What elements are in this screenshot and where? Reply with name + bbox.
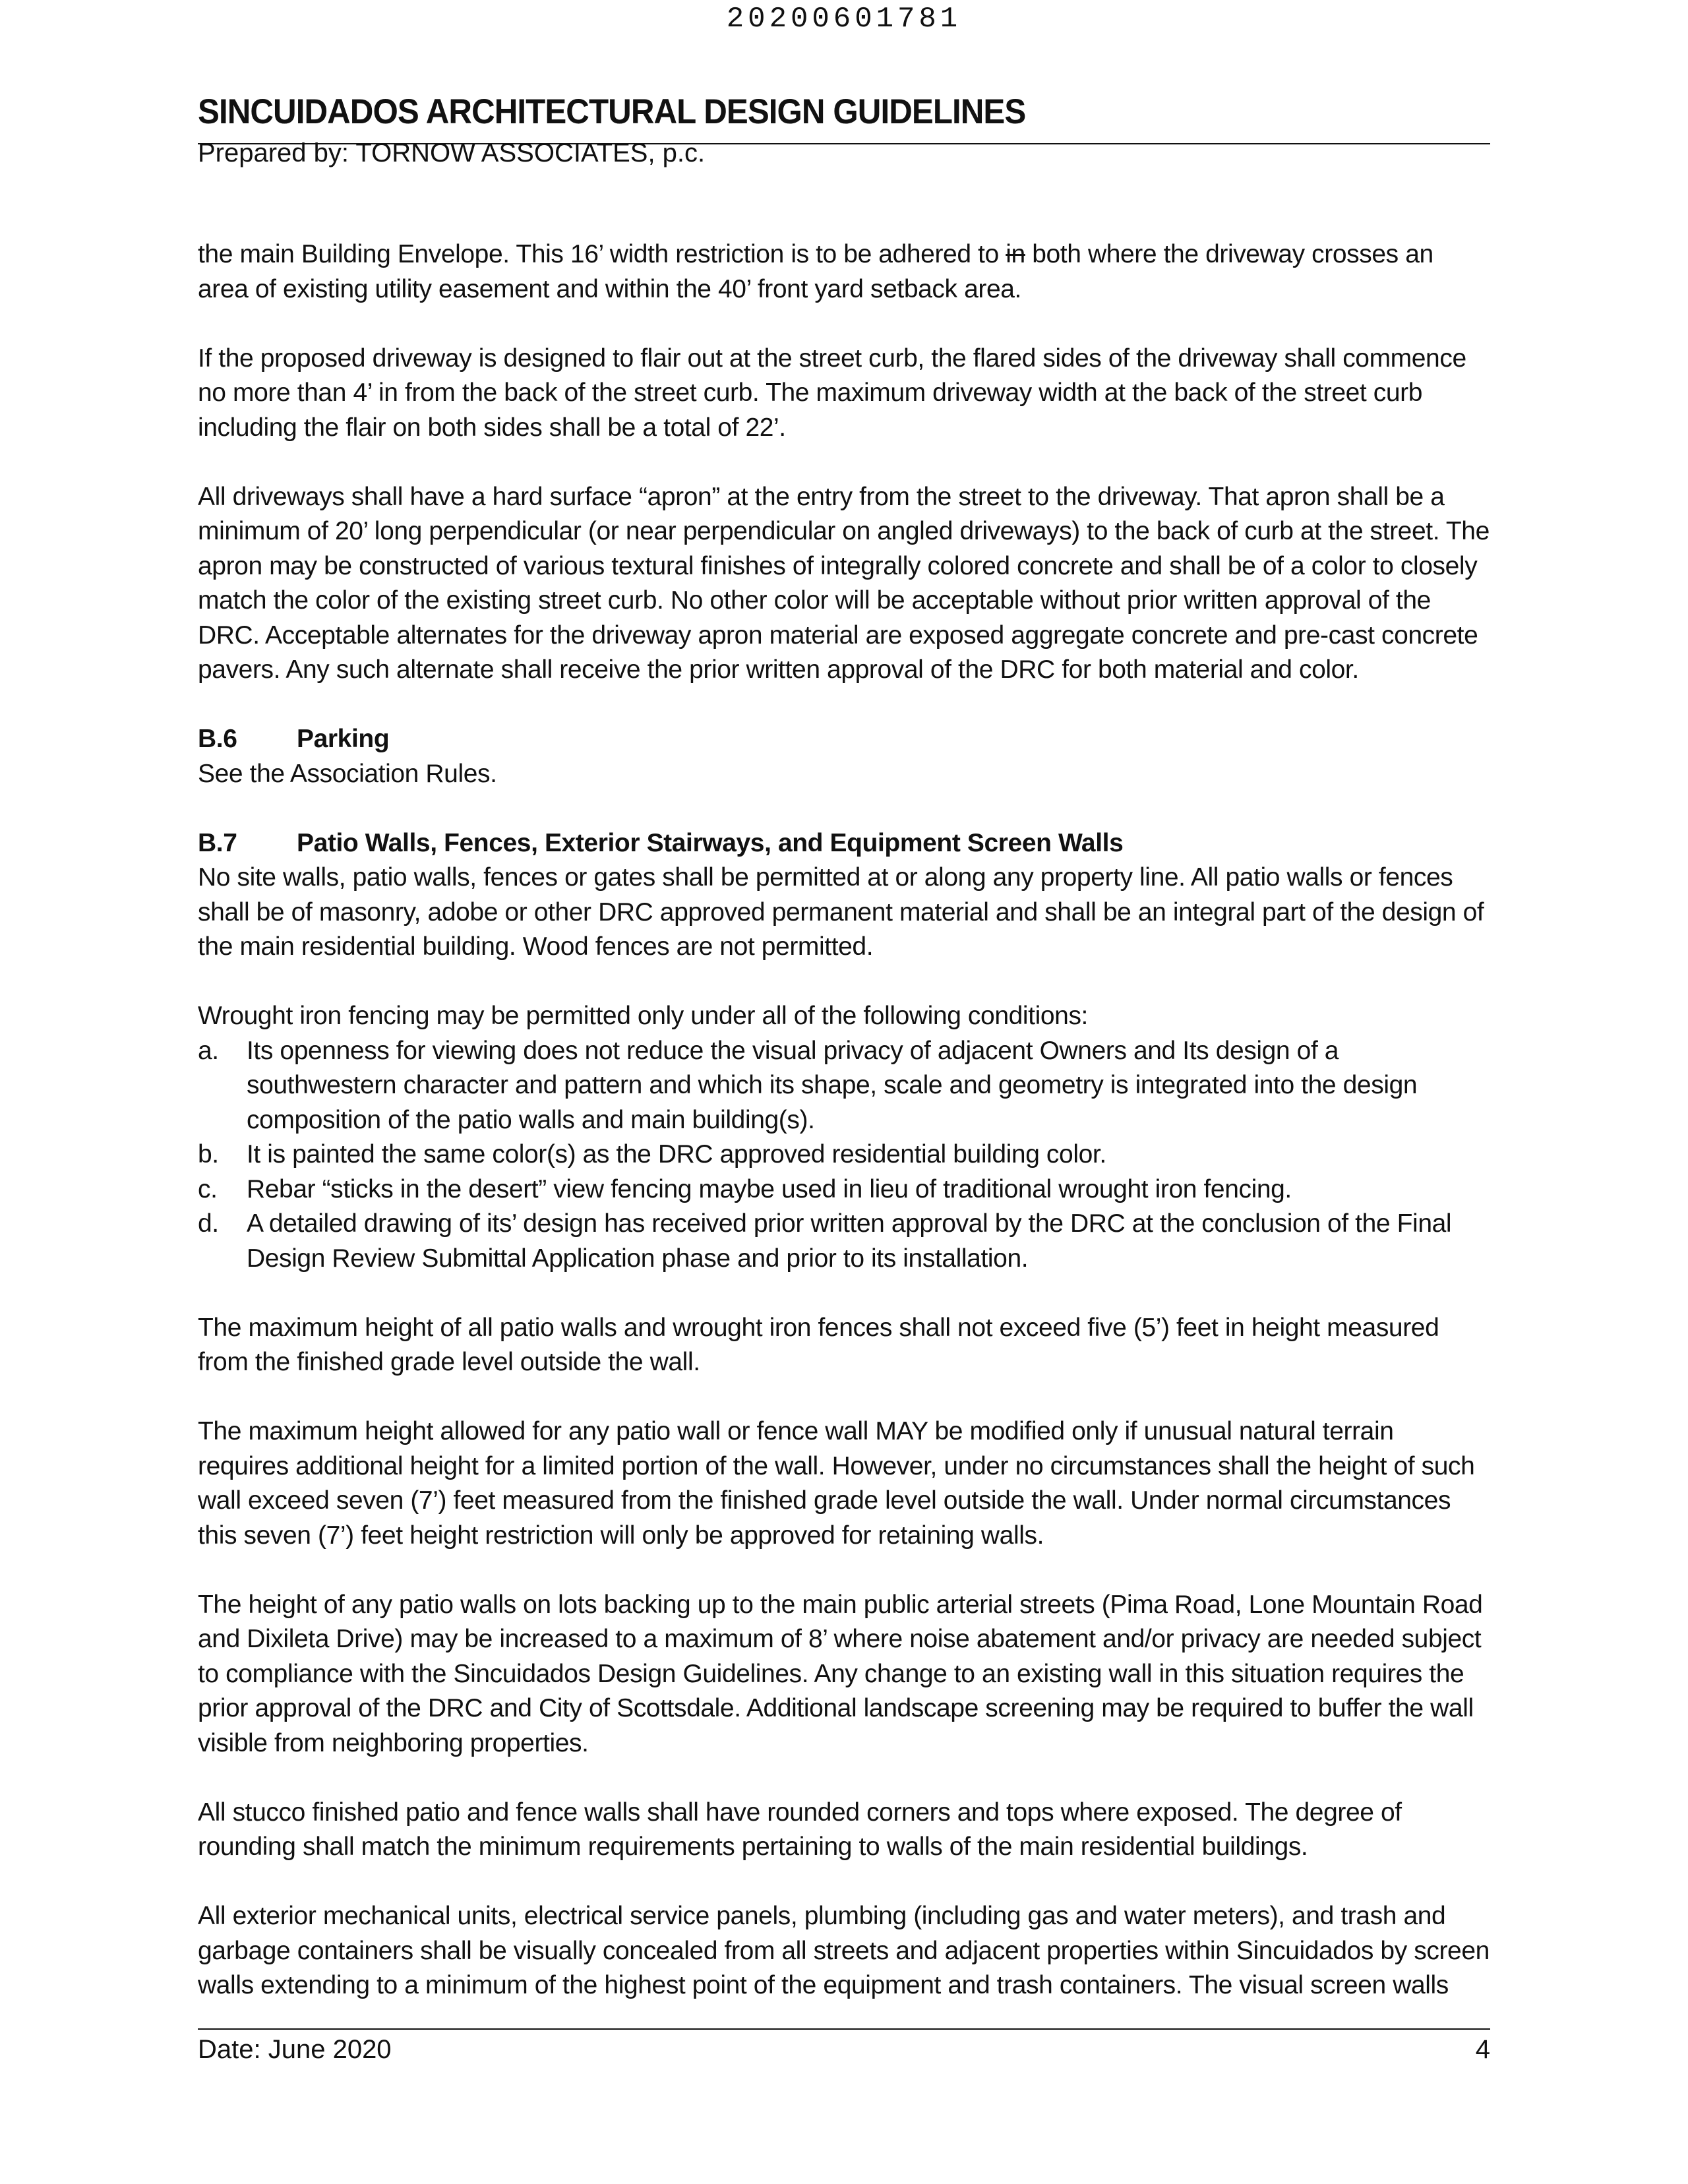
- paragraph-driveway-flair: If the proposed driveway is designed to flair out at the street curb, the flared sides of the driveway shall commence no more than 4’ in from the back of the street curb. The maximum driveway width at the back of the street curb including the flair on both sides shall be a total of 22’.: [198, 344, 1466, 442]
- paragraph-mechanical-screening: All exterior mechanical units, electrical service panels, plumbing (including gas and water meters), and trash and garbage containers shall be visually concealed from all streets and adjacent properties within Sincuidados by screen walls extending to a minimum of the highest point of the equipment and trash containers. The visual screen walls: [198, 1902, 1490, 1999]
- page-number: 4: [1475, 2035, 1490, 2064]
- paragraph-height-modified: The maximum height allowed for any patio wall or fence wall MAY be modified only if unusual natural terrain requires additional height for a limited portion of the wall. However, under no circumstances shall the height of such wall exceed seven (7’) feet measured from the finished grade level outside the wall. Under normal circumstances this seven (7’) feet height restriction will only be approved for retaining walls.: [198, 1417, 1475, 1550]
- section-number: B.6: [198, 725, 237, 753]
- section-text-b6: See the Association Rules.: [198, 759, 497, 788]
- list-intro: Wrought iron fencing may be permitted only under all of the following conditions:: [198, 1002, 1088, 1030]
- header-divider: [198, 143, 1490, 144]
- list-marker: b.: [198, 1140, 219, 1168]
- recording-number: 20200601781: [726, 3, 962, 36]
- document-title: SINCUIDADOS ARCHITECTURAL DESIGN GUIDELINES: [198, 92, 1026, 131]
- list-marker: c.: [198, 1174, 218, 1203]
- struck-text: in: [1006, 240, 1025, 268]
- list-item: [198, 1138, 1490, 1172]
- list-item-text: A detailed drawing of its’ design has received prior written approval by the DRC at the conclusion of the Final Design Review Submittal Application phase and prior to its installation.: [247, 1209, 1452, 1273]
- list-item-text: Rebar “sticks in the desert” view fencing maybe used in lieu of traditional wrought iron fencing.: [247, 1174, 1292, 1203]
- list-item: [198, 1207, 1490, 1276]
- section-title: Parking: [297, 725, 390, 753]
- paragraph-driveway-width: [198, 237, 1490, 307]
- section-heading-b7: [198, 826, 1490, 861]
- list-item: [198, 1034, 1490, 1138]
- paragraph-text: both where the driveway crosses an area of existing utility easement and within the 40’ front yard setback area.: [198, 240, 1433, 303]
- list-item-text: It is painted the same color(s) as the DRC approved residential building color.: [247, 1140, 1106, 1168]
- paragraph-stucco: All stucco finished patio and fence walls shall have rounded corners and tops where exposed. The degree of rounding shall match the minimum requirements pertaining to walls of the main residential buildings.: [198, 1798, 1402, 1861]
- paragraph-arterial-streets: The height of any patio walls on lots backing up to the main public arterial streets (Pima Road, Lone Mountain Road and Dixileta Drive) may be increased to a maximum of 8’ where noise abatement and/or privacy are needed subject to compliance with the Sincuidados Design Guidelines. Any change to an existing wall in this situation requires the prior approval of the DRC and City of Scottsdale. Additional landscape screening may be required to buffer the wall visible from neighboring properties.: [198, 1590, 1483, 1757]
- page-body: [198, 92, 1490, 1999]
- list-marker: a.: [198, 1036, 219, 1065]
- prepared-by: Prepared by: TORNOW ASSOCIATES, p.c.: [198, 138, 706, 167]
- section-text-b7: No site walls, patio walls, fences or gates shall be permitted at or along any property line. All patio walls or fences shall be of masonry, adobe or other DRC approved permanent material and shall be an integral part of the design of the main residential building. Wood fences are not permitted.: [198, 863, 1484, 961]
- section-number: B.7: [198, 828, 237, 857]
- paragraph-max-height: The maximum height of all patio walls and wrought iron fences shall not exceed five (5’) feet in height measured from the finished grade level outside the wall.: [198, 1313, 1439, 1376]
- section-heading-b6: [198, 722, 1490, 757]
- list-item-text: Its openness for viewing does not reduce the visual privacy of adjacent Owners and Its design of a southwestern character and pattern and which its shape, scale and geometry is integrated into the design composition of the patio walls and main building(s).: [247, 1036, 1418, 1134]
- list-item: [198, 1172, 1490, 1207]
- footer-divider: [198, 2028, 1490, 2030]
- document-content: [198, 237, 1490, 2038]
- paragraph-driveway-apron: All driveways shall have a hard surface “apron” at the entry from the street to the driveway. That apron shall be a minimum of 20’ long perpendicular (or near perpendicular on angled driveways) to the back of curb at the street. The apron may be constructed of various textural finishes of integrally colored concrete and shall be of a color to closely match the color of the existing street curb. No other color will be acceptable without prior written approval of the DRC. Acceptable alternates for the driveway apron material are exposed aggregate concrete and pre-cast concrete pavers. Any such alternate shall receive the prior written approval of the DRC for both material and color.: [198, 482, 1490, 684]
- section-title: Patio Walls, Fences, Exterior Stairways, and Equipment Screen Walls: [297, 828, 1124, 857]
- footer-date: Date: June 2020: [198, 2035, 392, 2064]
- list-marker: d.: [198, 1209, 219, 1238]
- conditions-list: [198, 1034, 1490, 1277]
- paragraph-text: the main Building Envelope. This 16’ width restriction is to be adhered to: [198, 240, 1006, 268]
